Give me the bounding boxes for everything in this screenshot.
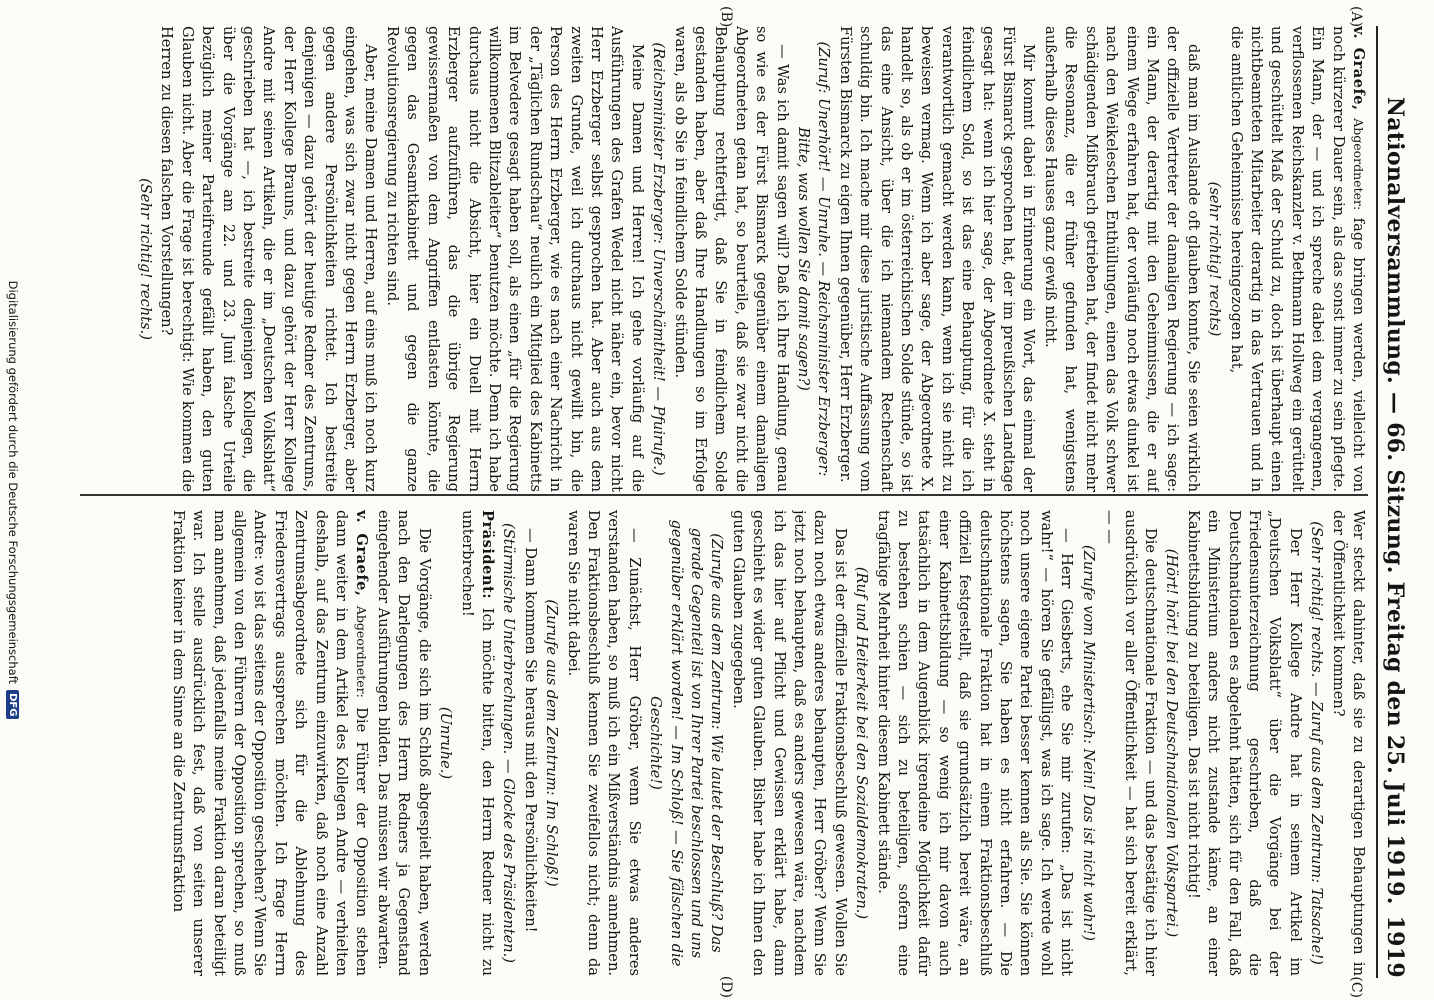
left-text-column <box>80 26 1368 492</box>
paragraph <box>1204 26 1224 492</box>
paragraph-text: (Ruf und Heiterkeit bei den Sozialdemokraten.) <box>853 566 871 920</box>
paragraph-text: (Sehr richtig! rechts. — Zuruf aus dem Zentrum: Tatsache!) <box>1308 521 1326 965</box>
paragraph-text: — Was ich damit sagen will? Daß ich Ihre Handlung, genau so wie es der Fürst Bismarck gegenüber einem damaligen Abgeordneten getan hat, so beurteile, daß sie zwar nicht die Behauptung rechtfertigt, daß Sie in feindlichem Solde gestanden haben, aber daß Ihre Handlungen so im Erfolge waren, als ob Sie in feindlichem Solde stünden. <box>671 26 791 492</box>
paragraph-text: Wer steckt dahinter, daß sie zu derartigen Behauptungen in der Öffentlichkeit kommen? <box>1329 510 1367 976</box>
paragraph <box>456 510 497 976</box>
paragraph-text: (Reichsminister Erzberger: Unverschämtheit! — Pfuirufe.) <box>650 42 668 476</box>
paragraph <box>1161 510 1181 976</box>
paragraph-text: (sehr richtig! rechts) <box>1206 181 1224 337</box>
dfg-logo: DFG <box>7 690 20 719</box>
page-number: 1919 <box>1382 915 1408 978</box>
paragraph <box>519 510 539 976</box>
margin-marker-d: (D) <box>718 975 734 998</box>
header-title: Nationalversammlung. — 66. Sitzung. Freitag den 25. Juli 1919. <box>1382 96 1408 905</box>
paragraph-text: (Zurufe aus dem Zentrum: Wie lautet der Beschluß? Das gerade Gegenteil ist von Ihrer Partei beschlossen und uns gegenüber erklärt worden! — Im Schloß! — Sie fälschen die Geschichte!) <box>647 519 726 967</box>
paragraph-text: (Hört! hört! bei den Deutschnationalen Volkspartei.) <box>1163 548 1181 938</box>
paragraph <box>1225 26 1368 492</box>
paragraph-text: Das ist der offizielle Fraktionsbeschluß gewesen. Wollen Sie dazu noch etwas anderes behaupten, Herr Gröber? Wenn Sie jetzt noch behaupten, daß es anders gewesen wäre, nachdem ich das hier auf Pflicht und Gewissen erklärt habe, dann geschieht es wider guten Glauben. Bisher habe ich Ihnen den guten Glauben zugegeben. <box>729 510 849 976</box>
paragraph <box>1327 510 1368 976</box>
paragraph-text: daß man im Auslande oft glauben konnte, Sie seien wirklich der offizielle Vertreter der damaligen Regierung — ich sage: ein Mann, der derartig mit den Geheimnissen, die er auf einem Wege erfahren hat, der vorläufig noch etwas dunkel ist nach den Weikeleschen Enthüllungen, einen das Volk schwer schädigenden Mißbrauch getrieben hat, der findet nicht mehr die Resonanz, die er früher gefunden hat, wenigstens außerhalb dieses Hauses ganz gewiß nicht. <box>1041 26 1202 492</box>
paragraph <box>1077 510 1097 976</box>
paragraph <box>1099 510 1160 976</box>
paragraph <box>1306 510 1326 976</box>
column-divider <box>80 494 1368 496</box>
paragraph-text: Der Herr Kollege Andre hat in seinem Artikel im „Deutschen Volksblatt“ über die Vorgänge bei der Friedensunterzeichnung geschrieben, daß die Deutschnationalen es abgelehnt hätten, sich für den Fall, daß ein Ministerium anders nicht zustande käme, an einer Kabinettsbildung zu beteiligen. Das ist nicht richtig! <box>1184 510 1304 976</box>
paragraph-text: — Herr Giesberts, ehe Sie mir zurufen: „Das ist nicht wahr!“ — hören Sie gefälligst, was ich sage. Ich werde wohl noch unsere eigene Partei besser kennen als Sie. Sie können höchstens sagen, Sie haben es nicht erfahren. — Die deutschnationale Fraktion hat in einem Fraktionsbeschluß offiziell festgestellt, daß sie grundsätzlich bereit wäre, an einer Kabinettsbildung — so wenig ich mir davon auch tatsächlich in dem Augenblick irgendeine Möglichkeit dafür zu bestehen schien — sich zu beteiligen, sofern eine tragfähige Mehrheit hinter diesem Kabinett stände. <box>874 510 1076 976</box>
paragraph <box>1040 26 1203 492</box>
paragraph-text: Mir kommt dabei in Erinnerung ein Wort, das einmal der Fürst Bismarck gesprochen hat, der im preußischen Landtage gesagt hat: wenn ich hier sage, der Abgeordnete X. steht in feindlichem Sold, so ist das eine Behauptung, für die ich verantwortlich gemacht werden kann, wenn ich sie nicht zu beweisen vermag. Wenn ich aber sage, der Abgeordnete X. handelt so, als ob er im österreichischen Solde stünde, so ist das eine Ansicht, über die ich niemandem Rechenschaft schuldig bin. Ich mache mir diese juristische Auffassung vom Fürsten Bismarck zu eigen Ihnen gegenüber, Herr Erzberger. <box>836 26 1038 492</box>
paragraph <box>669 26 791 492</box>
speaker-name: Präsident: <box>478 510 496 600</box>
right-text-column <box>80 510 1368 976</box>
paragraph <box>435 510 455 976</box>
paragraph-text: Die Führer der Opposition stehen dann weiter in dem Artikel des Kollegen Andre — verhielten deshalb, auf das Zentrum einzuwirken, daß noch eine Anzahl Zentrumsabgeordnete sich für die Ablehnung des Friedensvertrags aussprechen möchten. Ich frage Herrn Andre: wo ist das seitens der Opposition geschehen? Wenn Sie allgemein von den Führern der Opposition sprechen, so muß man annehmen, daß jedenfalls meine Fraktion daran beteiligt war. Ich stelle ausdrücklich fest, daß von seiten unserer Fraktion keiner in dem Sinne an die Zentrumsfraktion <box>169 510 371 976</box>
paragraph-text: (Unruhe.) <box>437 706 455 780</box>
speaker-role: Abgeordneter: <box>354 605 370 698</box>
paragraph <box>135 26 155 492</box>
paragraph <box>851 510 871 976</box>
paragraph <box>872 510 1076 976</box>
paragraph-text: Die deutschnationale Fraktion — und das bestätige ich hier ausdrücklich vor aller Öffentlichkeit — hat sich bereit erklärt, — — <box>1101 510 1159 976</box>
paragraph-text: (Zurufe aus dem Zentrum: Im Schloß!) <box>543 599 561 887</box>
paragraph <box>498 510 518 976</box>
paragraph <box>1182 510 1304 976</box>
paragraph <box>645 510 727 976</box>
paragraph <box>562 510 644 976</box>
paragraph-text: (Zurufe vom Ministertisch: Nein! Das ist nicht wahr!) <box>1079 544 1097 942</box>
paragraph-text: (Zuruf: Unerhört! — Unruhe. — Reichsminister Erzberger: Bitte, was wollen Sie damit sagen?) <box>795 41 833 477</box>
paragraph <box>834 26 1038 492</box>
paragraph-text: (Stürmische Unterbrechungen. — Glocke des Präsidenten.) <box>500 523 518 963</box>
paragraph <box>373 510 434 976</box>
paragraph <box>382 26 647 492</box>
margin-marker-a: (A) <box>1348 6 1364 28</box>
paragraph <box>727 510 849 976</box>
paragraph-text: Die Vorgänge, die sich im Schloß abgespielt haben, werden nach den Darlegungen des Herrn Redners ja Gegenstand eingehender Ausführungen bilden. Das müssen wir abwarten. <box>374 510 433 976</box>
paragraph-text: Meine Damen und Herren! Ich gehe vorläufig auf die Ausführungen des Grafen Wedel nicht näher ein, bevor nicht Herr Erzberger selbst gesprochen hat. Aber auch aus dem zweiten Grunde, weil ich durchaus nicht gewillt bin, die Person des Herrn Erzberger, wie es nach einer Nachricht in der „Täglichen Rundschau“ neulich ein Mitglied des Kabinetts im Belvedere gesagt haben soll, als einen „für die Regierung willkommenen Blitzableiter“ benutzen möchte. Denn ich habe durchaus nicht die Absicht, hier ein Duell mit Herrn Erzberger aufzuführen, das die übrige Regierung gewissermaßen von dem Angriffen entlasten könnte, die gegen das Gesamtkabinett und gegen die ganze Revolutionsregierung zu richten sind. <box>383 26 646 492</box>
paragraph-text: — Zunächst, Herr Gröber, wenn Sie etwas anderes verstanden haben, so muß ich ein Mißverständnis annehmen. Den Fraktionsbeschluß kennen Sie zweifellos nicht; denn da waren Sie nicht dabei. <box>564 510 643 976</box>
footer-credit <box>6 0 20 1000</box>
paragraph-text: Ich möchte bitten, den Herrn Redner nicht zu unterbrechen! <box>458 510 496 976</box>
paragraph-text: (Sehr richtig! rechts.) <box>137 178 155 340</box>
paragraph <box>167 510 371 976</box>
paragraph-text: — Dann kommen Sie heraus mit den Persönlichkeiten! <box>521 528 539 933</box>
paragraph <box>793 26 834 492</box>
paragraph-text: Aber, meine Damen und Herren, auf eins muß ich noch kurz eingehen, was sich zwar nicht gegen Herrn Erzberger, aber gegen andere Persönlichkeiten richtet. Ich bestreite denjenigen — dazu gehört der heutige Redner des Zentrums, der Herr Kollege Brauns, und dazu gehört der Herr Kollege Andre mit seinen Artikeln, die er im „Deutschen Volksblatt“ geschrieben hat —, ich bestreite denjenigen Kollegen, die über die Vorgänge am 22. und 23. Juni falsche Urteile bezüglich meiner Parteifreunde gefällt haben, den guten Glauben nicht. Aber die Frage ist berechtigt: Wie kommen die Herren zu diesen falschen Vorstellungen? <box>158 26 380 492</box>
paragraph <box>156 26 380 492</box>
margin-marker-b: (B) <box>718 6 734 28</box>
page-header <box>1376 26 1422 978</box>
margin-marker-c: (C) <box>1348 976 1364 998</box>
paragraph-text: fage bringen werden, vielleicht von noch kürzerer Dauer sein, als das sonst immer zu sein pflegte. Ein Mann, der — und ich spreche dabei dem vergangenen, verflossenen Reichskanzler v. Bethmann Hollweg ein gerüttelt und geschüttelt Maß der Schuld zu, doch ist überhaupt einen nichtbeamteten Mitarbeiter derartig in das Vertrauen und in die amtlichen Geheimnisse hereingezogen hat, <box>1227 26 1367 492</box>
speaker-role: Abgeordneter: <box>1351 118 1366 211</box>
footer-text: Digitalisierung gefördert durch die Deutsche Forschungsgemeinschaft <box>6 280 20 685</box>
paragraph <box>541 510 561 976</box>
speaker-name: v. Graefe, <box>353 510 371 597</box>
speaker-name: v. Graefe, <box>1350 26 1367 111</box>
paragraph <box>648 26 668 492</box>
